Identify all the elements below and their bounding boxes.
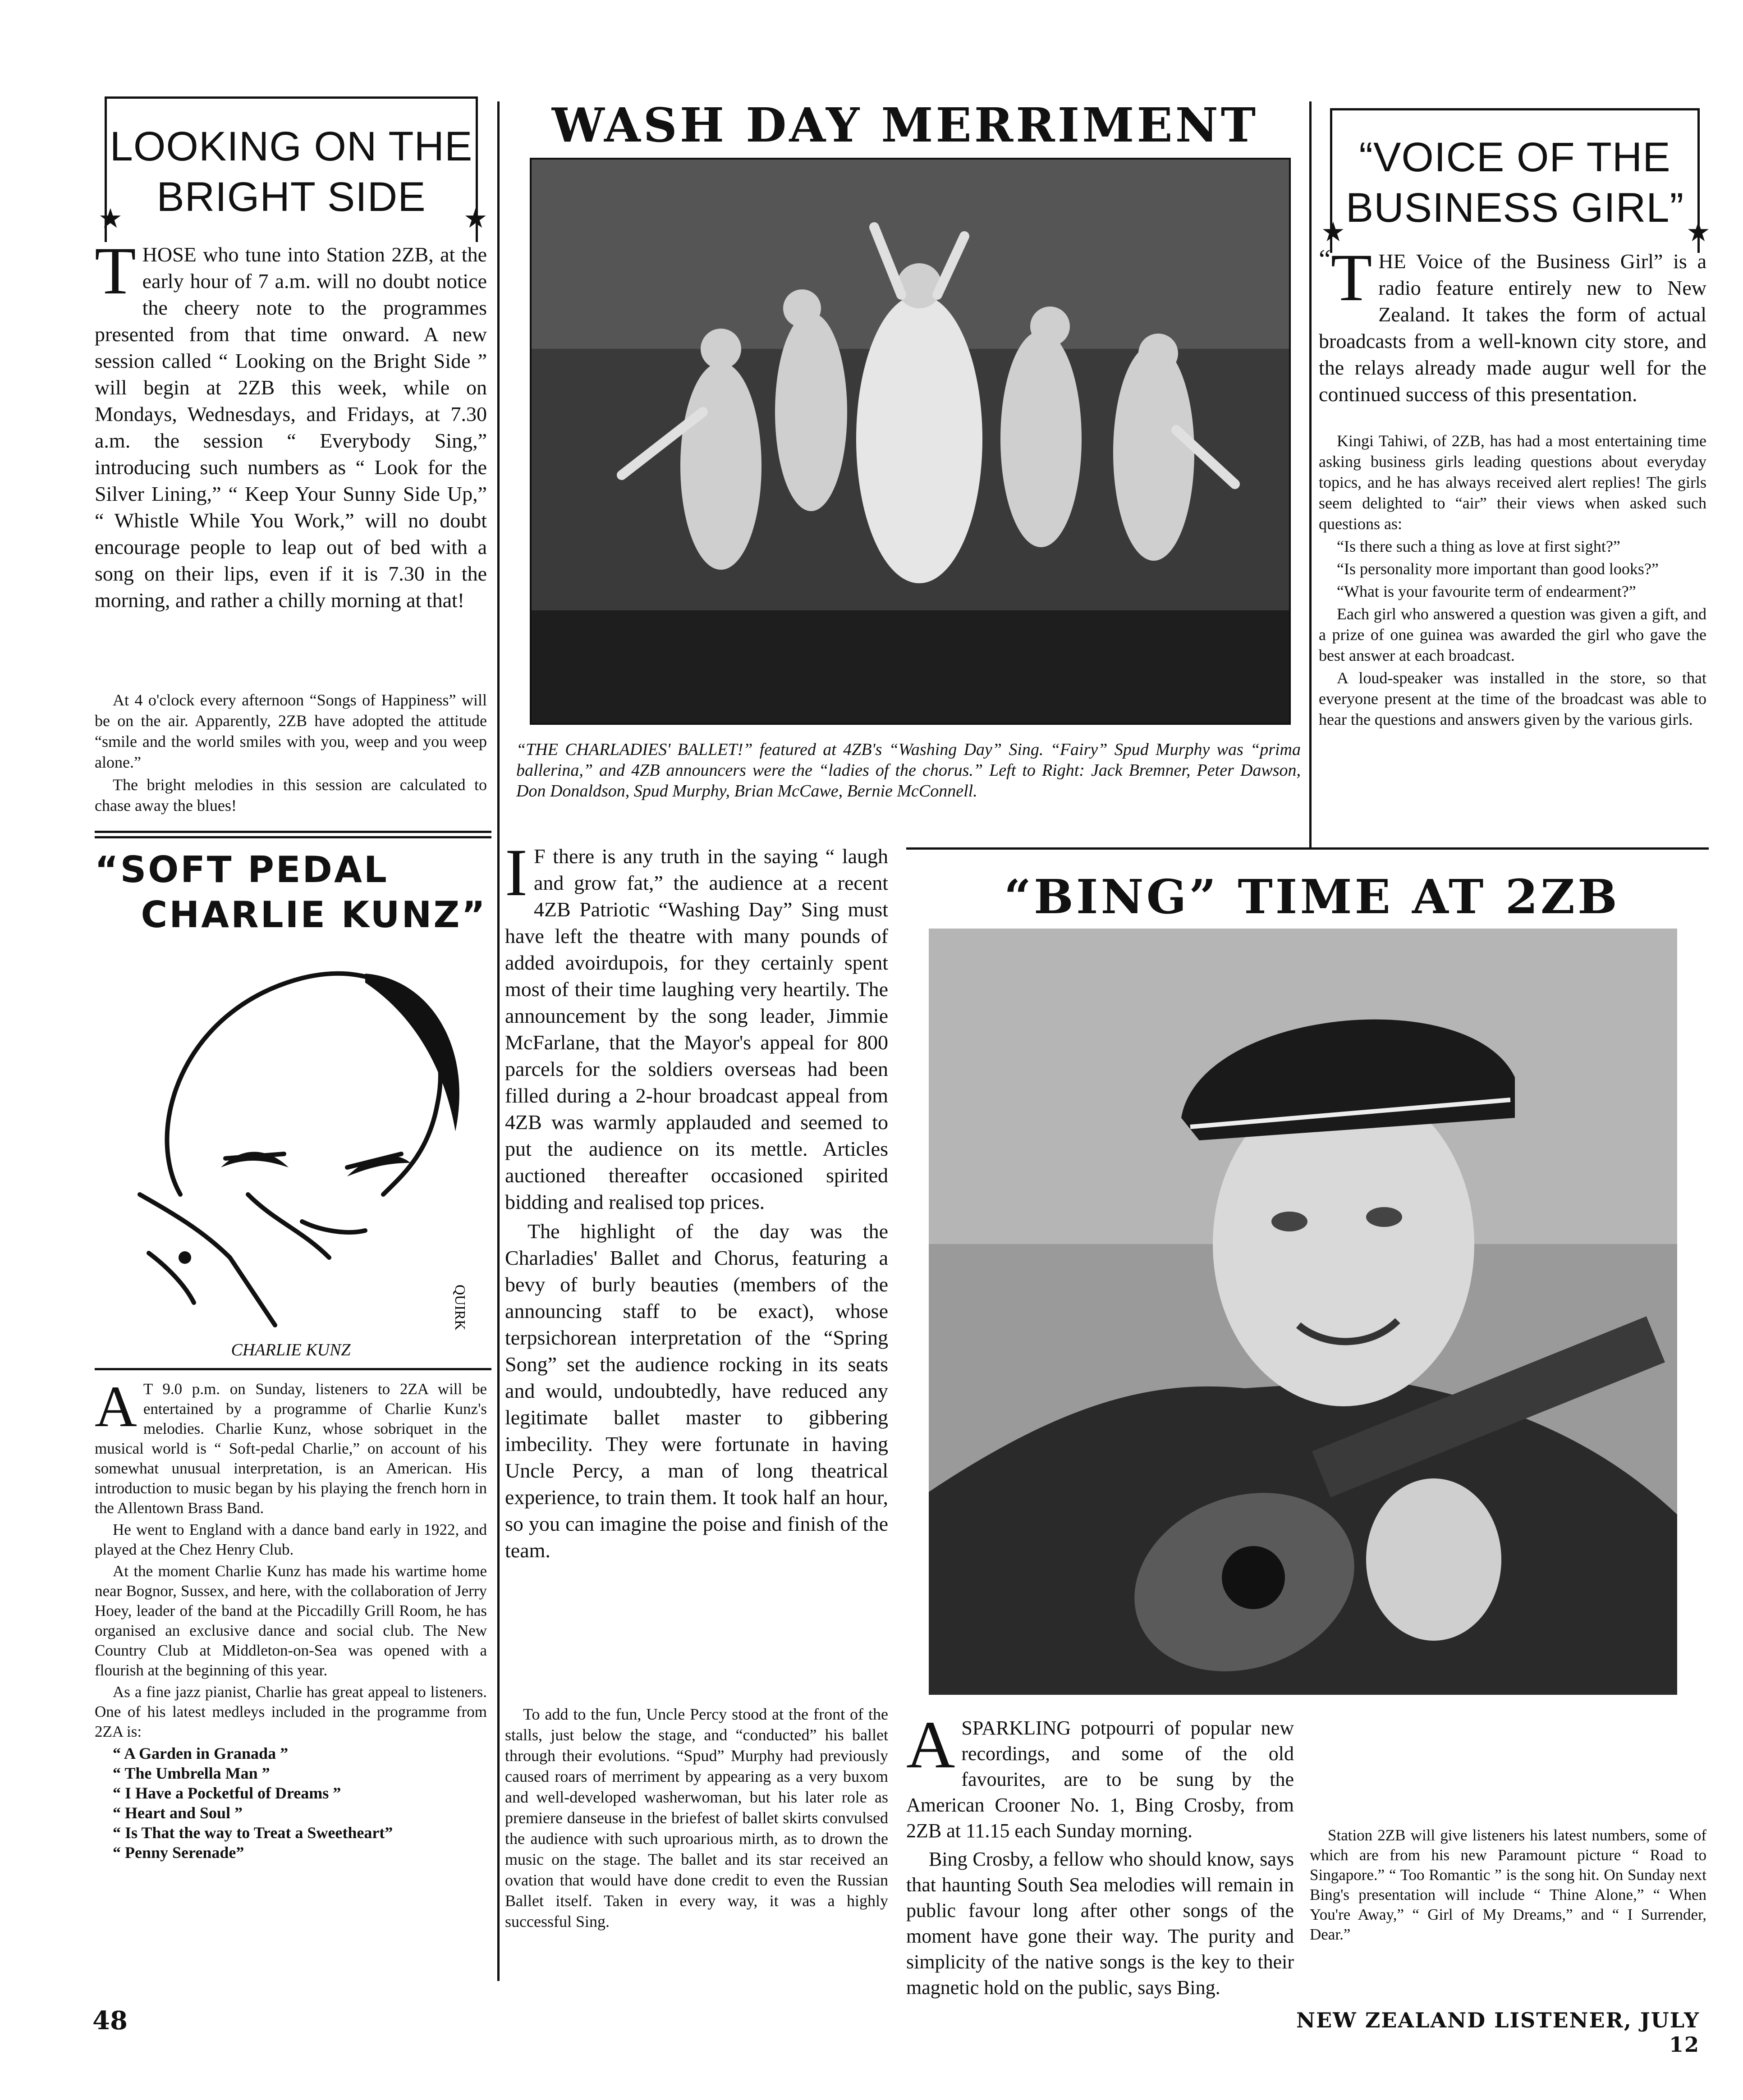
drop-cap: I bbox=[505, 835, 527, 910]
rule-kunz-top bbox=[95, 831, 491, 833]
caricature-drawing bbox=[113, 942, 487, 1334]
column-rule-right bbox=[1309, 101, 1312, 850]
headline-bing: “BING” TIME AT 2ZB bbox=[1004, 869, 1620, 924]
star-icon: ★ bbox=[463, 203, 488, 234]
list-item: “ Penny Serenade” bbox=[113, 1844, 244, 1862]
headline-box-looking bbox=[105, 96, 478, 242]
article-body-bing-left bbox=[906, 1707, 1294, 2003]
paragraph: F there is any truth in the saying “ laugh and grow fat,” the audience at a recent 4ZB Patriotic “Washing Day” Sing must have left the theatre with many pounds of added avoirdupois, for they certainly spent most of their time laughing very heartily. The announcement by the song leader, Jimmie McFarlane, that the Mayor's appeal for 800 parcels for the soldiers overseas had been filled during a 2-hour broadcast appeal from 4ZB was warmly applauded and seemed to put the audience on its mettle. Articles auctioned thereafter occasioned spirited bidding and realised top prices. bbox=[505, 845, 888, 1213]
star-icon: ★ bbox=[1321, 216, 1345, 248]
ballet-photo bbox=[530, 158, 1291, 725]
bing-crosby-photo bbox=[929, 929, 1677, 1695]
page-number: 48 bbox=[92, 2006, 128, 2036]
charlie-kunz-caricature bbox=[113, 942, 487, 1334]
star-icon: ★ bbox=[98, 203, 123, 234]
list-item: “ The Umbrella Man ” bbox=[113, 1764, 270, 1782]
paragraph: At the moment Charlie Kunz has made his wartime home near Bognor, Sussex, and here, with the collaboration of Jerry Hoey, leader of the band at the Piccadilly Grill Room, he has organised an exclusive dance and social club. The New Country Club at Middleton-on-Sea was opened with a flourish at the beginning of this year. bbox=[95, 1562, 487, 1679]
headline-voice-line1: “VOICE OF THE bbox=[1359, 134, 1671, 180]
song-list bbox=[113, 1743, 487, 1862]
headline-box-voice bbox=[1330, 108, 1700, 253]
bing-crosby-image bbox=[929, 929, 1677, 1695]
paragraph: A loud-speaker was installed in the store, so that everyone present at the time of the broadcast was able to hear the questions and answers given by the various girls. bbox=[1319, 669, 1706, 728]
rule-kunz-caption bbox=[95, 1368, 491, 1370]
drop-cap: A bbox=[906, 1707, 955, 1782]
paragraph: Kingi Tahiwi, of 2ZB, has had a most entertaining time asking business girls leading questions about everyday topics, and he has always received alert replies! The girls seem delighted to “air” their views when asked such questions as: bbox=[1319, 432, 1706, 533]
list-item: “ A Garden in Granada ” bbox=[113, 1744, 289, 1762]
paragraph: Station 2ZB will give listeners his latest numbers, some of which are from his new Paramount picture “ Road to Singapore.” “ Too Romantic ” is the song hit. On Sunday next Bing's presentation will include “ Thine Alone,” “ When You're Away,” “ Girl of My Dreams,” and “ I Surrender, Dear.” bbox=[1310, 1826, 1706, 1943]
ballet-dancers-image bbox=[532, 160, 1289, 723]
list-item: “ Is That the way to Treat a Sweetheart” bbox=[113, 1824, 393, 1842]
headline-kunz-line2: CHARLIE KUNZ” bbox=[141, 894, 487, 936]
headline-kunz bbox=[95, 847, 487, 938]
star-icon: ★ bbox=[1686, 216, 1711, 248]
list-item: “ Heart and Soul ” bbox=[113, 1804, 243, 1822]
article-body-voice bbox=[1319, 240, 1706, 410]
question: “Is there such a thing as love at first sight?” bbox=[1337, 537, 1620, 555]
paragraph: HOSE who tune into Station 2ZB, at the early hour of 7 a.m. will no doubt notice the cheery note to the programmes presented from that time onward. A new session called “ Looking on the Bright Side ” will begin at 2ZB this week, while on Mondays, Wednesdays, and Fridays, at 7.30 a.m. the session “ Everybody Sing,” introducing such numbers as “ Look for the Silver Lining,” “ Keep Your Sunny Side Up,” “ Whistle While You Work,” will no doubt encourage people to leap out of bed with a song on their lips, even if it is 7.30 in the morning, and rather a chilly morning at that! bbox=[95, 243, 487, 612]
article-body-looking-small bbox=[95, 690, 487, 818]
headline-kunz-line1: “SOFT PEDAL bbox=[95, 849, 389, 891]
paragraph: HE Voice of the Business Girl” is a radio feature entirely new to New Zealand. It takes the form of actual broadcasts from a well-known city store, and the relays already made augur well for the continued success of this presentation. bbox=[1319, 250, 1706, 406]
article-body-voice-small bbox=[1319, 430, 1706, 732]
article-body-wash-small bbox=[505, 1704, 888, 1934]
headline-looking-line1: LOOKING ON THE bbox=[110, 124, 473, 169]
paragraph: SPARKLING potpourri of popular new recordings, and some of the old favourites, are to be sung by the American Crooner No. 1, Bing Crosby, from 2ZB at 11.15 each Sunday morning. bbox=[906, 1717, 1294, 1842]
headline-looking-line2: BRIGHT SIDE bbox=[156, 174, 426, 220]
caricature-caption: CHARLIE KUNZ bbox=[231, 1341, 351, 1359]
article-body-kunz bbox=[95, 1374, 487, 1862]
article-body-wash bbox=[505, 835, 888, 1566]
headline-voice-line2: BUSINESS GIRL” bbox=[1345, 185, 1684, 231]
paragraph: He went to England with a dance band early in 1922, and played at the Chez Henry Club. bbox=[95, 1521, 487, 1558]
paragraph: To add to the fun, Uncle Percy stood at the front of the stalls, just below the stage, and “conducted” his ballet through their evolutions. “Spud” Murphy had previously caused roars of merriment by appearing as a very buxom and well-developed washerwoman, but his later role as premiere danseuse in the briefest of ballet skirts convulsed the audience with such uproarious mirth, as to drown the music on the stage. The ballet and its star received an ovation that would have done credit to even the Russian Ballet itself. Taken in every way, it was a highly successful Sing. bbox=[505, 1705, 888, 1931]
drop-cap: T bbox=[1330, 240, 1372, 315]
paragraph: At 4 o'clock every afternoon “Songs of Happiness” will be on the air. Apparently, 2ZB have adopted the attitude “smile and the world smiles with you, weep and you weep alone.” bbox=[95, 691, 487, 771]
paragraph: T 9.0 p.m. on Sunday, listeners to 2ZA will be entertained by a programme of Charlie Kunz's melodies. Charlie Kunz, whose sobriquet in the musical world is “ Soft-pedal Charlie,” on account of his somewhat unusual interpretation, is an American. His introduction to music began by his playing the french horn in the Allentown Brass Band. bbox=[95, 1380, 487, 1517]
article-body-looking bbox=[95, 233, 487, 616]
headline-wash-day: WASH DAY MERRIMENT bbox=[551, 97, 1259, 153]
question: “What is your favourite term of endearment?” bbox=[1337, 582, 1636, 600]
artist-signature: QUIRK bbox=[452, 1285, 468, 1331]
rule-bing-top bbox=[906, 847, 1709, 850]
paragraph: As a fine jazz pianist, Charlie has great appeal to listeners. One of his latest medleys included in the programme from 2ZA is: bbox=[95, 1683, 487, 1740]
paragraph: The bright melodies in this session are calculated to chase away the blues! bbox=[95, 776, 487, 814]
magazine-footer: NEW ZEALAND LISTENER, JULY 12 bbox=[1296, 2008, 1700, 2057]
drop-cap: T bbox=[95, 233, 136, 308]
quote-mark: “ bbox=[1319, 244, 1331, 274]
photo-caption-wash: “THE CHARLADIES' BALLET!” featured at 4ZB's “Washing Day” Sing. “Fairy” Spud Murphy was “prima ballerina,” and 4ZB announcers were the “ladies of the chorus.” Left to Right: Jack Bremner, Peter Dawson, Don Donaldson, Spud Murphy, Brian McCawe, Bernie McConnell. bbox=[516, 740, 1301, 801]
paragraph: The highlight of the day was the Charladies' Ballet and Chorus, featuring a bevy of burly beauties (members of the announcing staff to be exact), whose terpsichorean interpretation of the “Spring Song” set the audience rocking in its seats and would, undoubtedly, have reduced any legitimate ballet master to gibbering imbecility. They were fortunate in having Uncle Percy, a man of long theatrical experience, to train them. It took half an hour, so you can imagine the poise and finish of the team. bbox=[505, 1220, 888, 1562]
paragraph: Each girl who answered a question was given a gift, and a prize of one guinea was awarded the girl who gave the best answer at each broadcast. bbox=[1319, 605, 1706, 664]
list-item: “ I Have a Pocketful of Dreams ” bbox=[113, 1784, 341, 1802]
column-rule-left bbox=[497, 101, 500, 1981]
question: “Is personality more important than good looks?” bbox=[1337, 560, 1659, 578]
rule-kunz-top-2 bbox=[95, 836, 491, 838]
paragraph: Bing Crosby, a fellow who should know, says that haunting South Sea melodies will remain in public favour long after other songs of the moment have gone their way. The purity and simplicity of the native songs is the key to their magnetic hold on the public, says Bing. bbox=[906, 1848, 1294, 1999]
drop-cap: A bbox=[95, 1374, 137, 1439]
article-body-bing-right bbox=[1310, 1825, 1706, 1946]
